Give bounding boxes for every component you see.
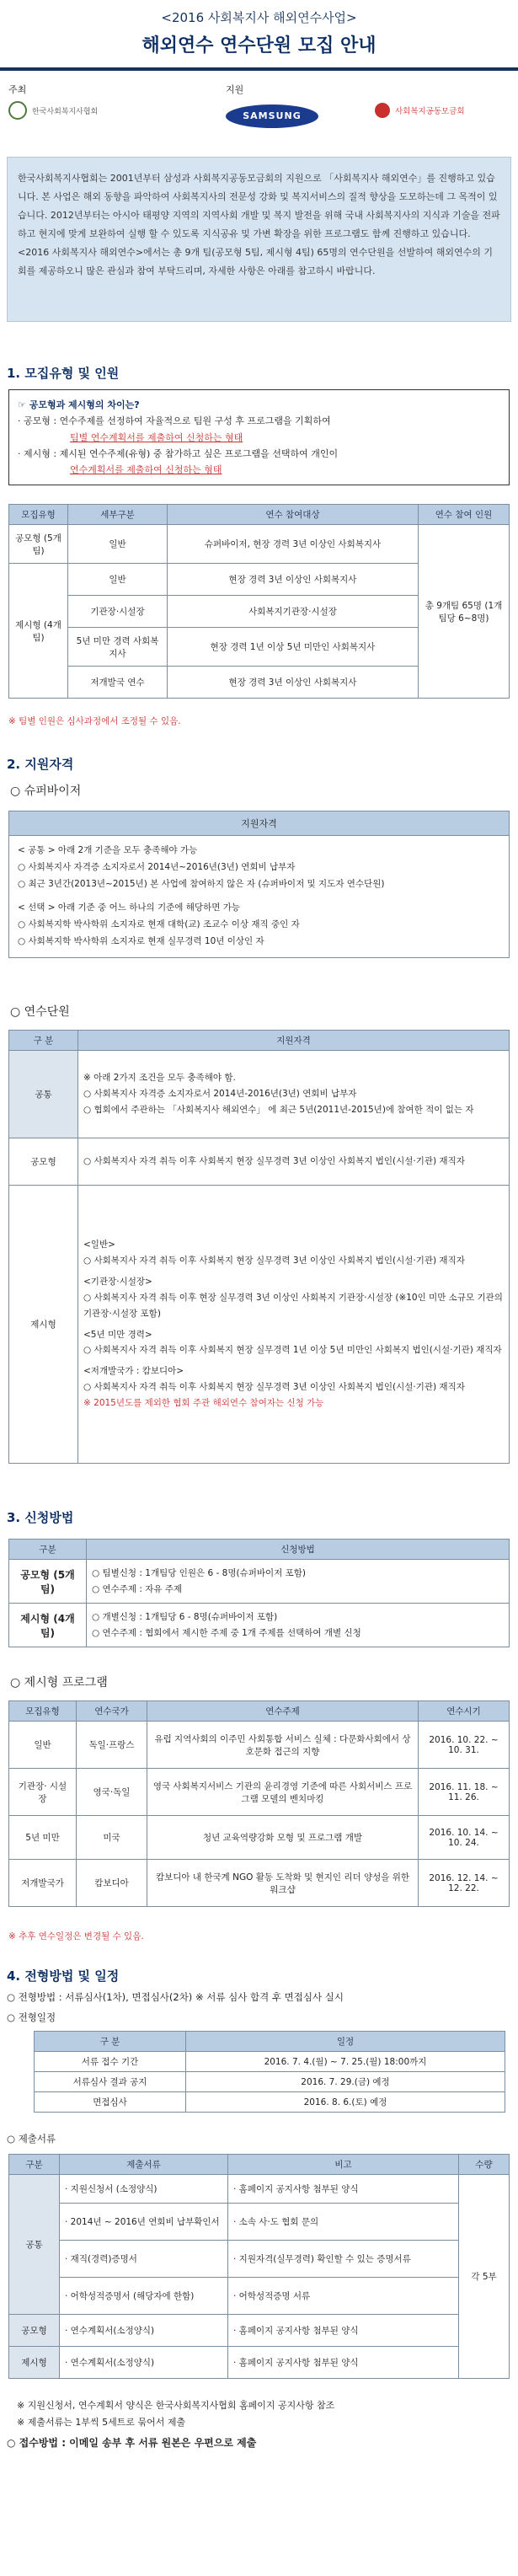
col-type: 모집유형 [9,1701,77,1722]
section-1-title: 1. 모집유형 및 인원 [7,366,120,381]
table-cell: 5년 미만 [9,1816,77,1860]
table-cell: 2016. 12. 14. ~ 12. 22. [419,1860,510,1907]
table-cell: 서류심사 결과 공지 [35,2072,186,2092]
table-cell: 저개발국 연수 [68,667,168,699]
intro-text: 한국사회복지사협회는 2001년부터 삼성과 사회복지공동모금회의 지원으로 「사회복지사 해외연수」를 진행하고 있습니다. 본 사업은 해외 동향을 파악하여 사회복지사의 전문성 강화 및 복지서비스의 질적 향상을 도모하는데 그 목적이 있습니다. 2012년부터는 아시아 태평양 지역의 지역사회 개발 및 복지 발전을 위해 국내 사회복지사의 지식과 기술을 전파하고 현지에 맞게 보완하여 실행 할 수 있도록 지식공유 및 가변 확장을 위한 프로그램도 함께 진행하고 있습니다. <2016 사회복지사 해외연수>에서는 총 9개 팀(공모형 5팀, 제시형 4팀) 65명의 연수단원을 선발하여 해외연수의 기회를 제공하오니 많은 관심과 참여 부탁드리며, 자세한 사항은 아래를 참고하시 바랍니다. [18,173,500,276]
header-divider [0,67,518,71]
table-cell: 청년 교육역량강화 모형 및 프로그램 개발 [147,1816,419,1860]
col-category: 구 분 [9,1031,78,1051]
table-cell: 슈퍼바이저, 현장 경력 3년 이상인 사회복지사 [168,525,419,564]
supervisor-criteria [9,836,509,957]
table-cell: 2016. 7. 29.(금) 예정 [186,2072,505,2092]
table-cell: 공모형 (5개팀) [9,525,68,564]
col-qty: 수량 [459,2155,510,2175]
public-type-desc-2: 팀별 연수계획서를 제출하여 신청하는 형태 [70,431,243,443]
public-label: 공모형 [9,1138,78,1186]
host-label: 주최 [8,84,27,95]
support-label: 지원 [226,84,244,95]
method-line: ○ 연수주제 : 협회에서 제시한 주제 중 1개 주제를 선택하여 개별 신청 [92,1627,361,1638]
present-note: ※ 2015년도를 제외한 협회 주관 해외연수 참여자는 신청 가능 [83,1398,324,1409]
table-cell: 기관장·시설장 [68,596,168,628]
sponsor-logos [0,78,518,145]
criteria-line: ○ 사회복지사 자격 취득 이후 사회복지 현장 실무경력 3년 이상인 사회복지 법인(시설·기관) 재직자 [78,1138,510,1186]
table-cell: 캄보디아 [77,1860,147,1907]
table-cell: · 재직(경력)증명서 [60,2241,228,2278]
criteria-line: ※ 아래 2가지 조건을 모두 충족해야 함. [83,1073,236,1084]
table-cell: · 연수계획서(소정양식) [60,2347,228,2379]
col-type: 모집유형 [9,505,68,525]
table-cell: 유럽 지역사회의 이주민 사회통합 서비스 실체 : 다문화사회에서 상호문화 접근의 지향 [147,1722,419,1769]
table-cell: 2016. 8. 6.(토) 예정 [186,2092,505,2113]
samsung-logo: SAMSUNG [226,104,318,128]
criteria-line: ○ 사회복지사 자격증 소지자로서 2014년~2016년(3년) 연회비 납부자 [18,861,296,872]
col-document: 제출서류 [60,2155,228,2175]
supervisor-title: ○ 슈퍼바이저 [10,785,82,798]
col-criteria: 지원자격 [78,1031,510,1051]
header-subtitle: <2016 사회복지사 해외연수사업> [161,10,357,25]
kasw-logo-icon [8,101,27,120]
schedule-table [34,2031,505,2113]
criteria-line: ○ 사회복지사 자격 취득 이후 현장 실무경력 3년 이상인 사회복지 기관장·시설장 (※10인 미만 소규모 기관의 기관장·시설장 포함) [83,1292,503,1319]
public-type-desc: · 공모형 : 연수주제를 선정하여 자율적으로 팀원 구성 후 프로그램을 기획하여 [18,415,331,427]
section-2-title: 2. 지원자격 [7,757,74,772]
table-cell: · 연수계획서(소정양식) [60,2315,228,2347]
quantity-cell: 각 5부 [459,2175,510,2379]
table-cell: 저개발국가 [9,1860,77,1907]
submission-method: ○ 접수방법 : 이메일 송부 후 서류 원본은 우편으로 제출 [7,2437,257,2449]
present-label: 제시형 [9,2347,60,2379]
documents-table [8,2154,510,2379]
col-sub: 세부구분 [68,505,168,525]
schedule-change-note: ※ 추후 연수일정은 변경될 수 있음. [8,1931,144,1941]
criteria-line: ○ 사회복지사 자격 취득 이후 사회복지 현장 실무경력 1년 이상 5년 미만인 사회복지 법인(시설·기관) 재직자 [83,1345,502,1356]
table-cell: · 어학성적증명 서류 [228,2278,459,2315]
col-topic: 연수주제 [147,1701,419,1722]
section-4-title: 4. 전형방법 및 일정 [7,1968,120,1984]
type-difference-heading: ☞ 공모형과 제시형의 차이는? [18,399,140,410]
program-title: ○ 제시형 프로그램 [10,1676,108,1690]
table-cell: 현장 경력 3년 이상인 사회복지사 [168,667,419,699]
col-item: 구 분 [35,2032,186,2052]
common-label: 공통 [9,2175,60,2315]
table-cell: 5년 미만 경력 사회복지사 [68,628,168,667]
team-note: ※ 팀별 인원은 심사과정에서 조정될 수 있음. [8,716,181,726]
col-date: 일정 [186,2032,505,2052]
documents-title: ○ 제출서류 [7,2133,56,2145]
supervisor-box [8,811,510,958]
table-cell: · 지원자격(실무경력) 확인할 수 있는 증명서류 [228,2241,459,2278]
community-chest-icon [375,103,390,118]
table-cell: 서류 접수 기간 [35,2052,186,2072]
method-line: ○ 팀별신청 : 1개팀당 인원은 6 - 8명(슈퍼바이저 포함) [92,1567,306,1578]
trainee-title: ○ 연수단원 [10,1005,70,1019]
bundle-note: ※ 제출서류는 1부씩 5세트로 묶어서 제출 [17,2417,186,2428]
table-cell: · 지원신청서 (소정양식) [60,2175,228,2204]
table-cell: · 소속 사·도 협회 문의 [228,2204,459,2241]
present-type-desc: · 제시형 : 제시된 연수주제(유형) 중 참가하고 싶은 프로그램을 선택하여 개인이 [18,447,339,459]
col-category: 구분 [9,1540,87,1560]
criteria-line: ○ 사회복지학 박사학위 소지자로 현재 실무경력 10년 이상인 자 [18,935,264,946]
method-line: ○ 개별신청 : 1개팀당 6 - 8명(슈퍼바이저 포함) [92,1611,278,1622]
table-cell: · 어학성적증명서 (해당자에 한함) [60,2278,228,2315]
col-target: 연수 참여대상 [168,505,419,525]
section-3-title: 3. 신청방법 [7,1510,74,1525]
table-cell: 사회복지기관장·시설장 [168,596,419,628]
table-cell: 면접심사 [35,2092,186,2113]
recruit-table [8,504,510,699]
table-cell: 캄보디아 내 한국계 NGO 활동 도착화 및 현지인 리더 양성을 위한 워크샵 [147,1860,419,1907]
present-label: 제시형 (4개팀) [9,1604,87,1647]
col-note: 비고 [228,2155,459,2175]
method-line: ○ 연수주제 : 자유 주제 [92,1583,183,1594]
table-cell: 2016. 11. 18. ~ 11. 26. [419,1769,510,1816]
community-chest-text: 사회복지공동모금회 [395,107,465,116]
community-chest-logo [375,103,465,118]
table-cell: 일반 [68,564,168,596]
supervisor-box-head: 지원자격 [9,811,509,836]
criteria-line: <일반> [83,1240,115,1251]
public-label: 공모형 [9,2315,60,2347]
col-country: 연수국가 [77,1701,147,1722]
header [0,8,518,57]
table-cell: 제시형 (4개팀) [9,564,68,699]
selection-method: ○ 전형방법 : 서류심사(1차), 면접심사(2차) ※ 서류 심사 합격 후 면접심사 실시 [7,1991,344,2003]
criteria-line: < 공통 > 아래 2개 기준을 모두 충족해야 가능 [18,845,198,855]
kasw-logo-text: 한국사회복지사협회 [32,107,99,116]
table-cell: 일반 [68,525,168,564]
table-cell: 기관장· 시설장 [9,1769,77,1816]
kasw-logo [8,101,98,120]
present-label: 제시형 [9,1186,78,1464]
intro-box [7,157,511,322]
col-period: 연수시기 [419,1701,510,1722]
schedule-title: ○ 전형일정 [7,2011,56,2023]
col-category: 구분 [9,2155,60,2175]
table-cell: 현장 경력 3년 이상인 사회복지사 [168,564,419,596]
table-cell: 일반 [9,1722,77,1769]
criteria-line: ○ 협회에서 주관하는 「사회복지사 해외연수」 에 최근 5년(2011년-2015년)에 참여한 적이 없는 자 [83,1104,474,1115]
total-count-cell: 총 9개팀 65명 (1개팀당 6~8명) [419,525,510,699]
table-cell: 영국·독일 [77,1769,147,1816]
present-type-desc-2: 연수계획서를 제출하여 신청하는 형태 [70,464,222,475]
col-count: 연수 참여 인원 [419,505,510,525]
page-title: 해외연수 연수단원 모집 안내 [142,35,376,56]
criteria-line: ○ 사회복지사 자격증 소지자로서 2014년-2016년(3년) 연회비 납부자 [83,1089,357,1100]
criteria-line: ○ 최근 3년간(2013년~2015년) 본 사업에 참여하지 않은 자 (슈퍼바이저 및 지도자 연수단원) [18,878,385,889]
trainee-table [8,1030,510,1464]
apply-table [8,1539,510,1647]
type-difference-box [8,389,510,485]
table-cell: 2016. 10. 22. ~ 10. 31. [419,1722,510,1769]
common-label: 공통 [9,1051,78,1138]
criteria-line: ○ 사회복지학 박사학위 소지자로 현재 대학(교) 조교수 이상 재직 중인 자 [18,918,300,929]
table-cell: 독일·프랑스 [77,1722,147,1769]
criteria-line: <저개발국가 : 캄보디아> [83,1366,184,1377]
table-cell: 2016. 7. 4.(월) ~ 7. 25.(월) 18:00까지 [186,2052,505,2072]
program-table [8,1700,510,1907]
table-cell: 2016. 10. 14. ~ 10. 24. [419,1816,510,1860]
table-cell: 현장 경력 1년 이상 5년 미만인 사회복지사 [168,628,419,667]
criteria-line: < 선택 > 아래 기준 중 어느 하나의 기준에 해당하면 가능 [18,902,240,913]
table-cell: · 홈페이지 공지사항 첨부된 양식 [228,2175,459,2204]
col-method: 신청방법 [87,1540,510,1560]
table-cell: · 홈페이지 공지사항 첨부된 양식 [228,2315,459,2347]
table-cell: 영국 사회복지서비스 기관의 윤리경영 기준에 따른 사회서비스 프로그램 모델의 벤치마킹 [147,1769,419,1816]
criteria-line: <5년 미만 경력> [83,1329,152,1340]
form-note: ※ 지원신청서, 연수계획서 양식은 한국사회복지사협회 홈페이지 공지사항 참조 [17,2400,335,2411]
table-cell: · 홈페이지 공지사항 첨부된 양식 [228,2347,459,2379]
table-cell: · 2014년 ~ 2016년 연회비 납부확인서 [60,2204,228,2241]
criteria-line: ○ 사회복지사 자격 취득 이후 사회복지 현장 실무경력 3년 이상인 사회복지 법인(시설·기관) 재직자 [83,1382,465,1393]
table-cell: 미국 [77,1816,147,1860]
public-label: 공모형 (5개팀) [9,1560,87,1604]
criteria-line: ○ 사회복지사 자격 취득 이후 사회복지 현장 실무경력 3년 이상인 사회복지 법인(시설·기관) 재직자 [83,1255,465,1266]
criteria-line: <기관장·시설장> [83,1276,152,1287]
